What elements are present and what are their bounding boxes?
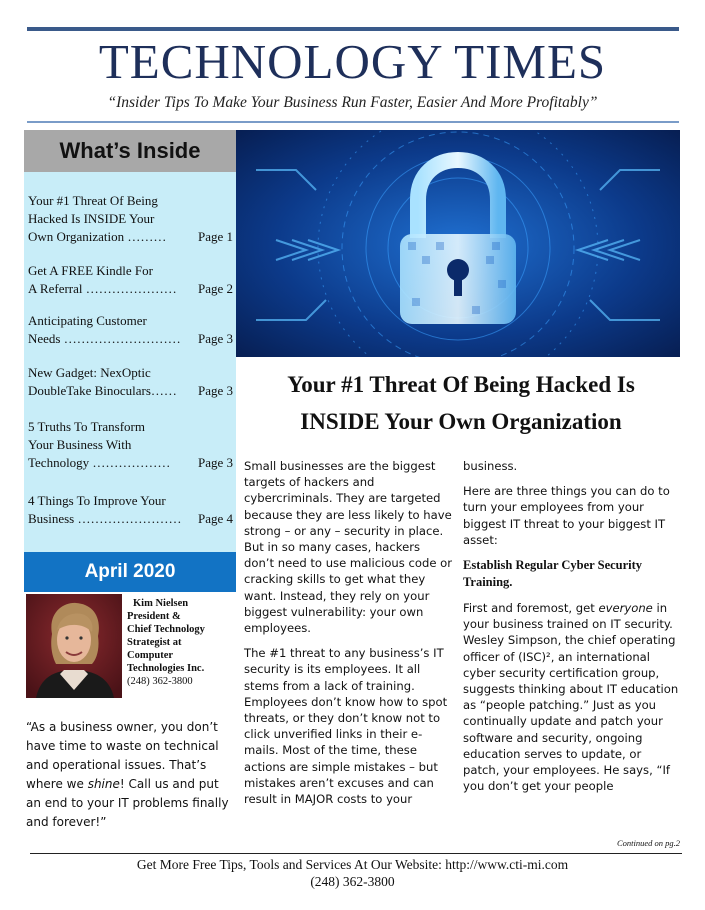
quote-emphasis: shine — [87, 777, 120, 791]
author-title-line: Chief Technology — [127, 624, 205, 635]
toc-page: Page 3 — [197, 331, 233, 346]
article-emphasis: everyone — [598, 601, 653, 616]
toc-line: A Referral ………………… — [28, 281, 177, 296]
toc-page: Page 3 — [197, 455, 233, 470]
author-bio — [127, 597, 237, 688]
owner-quote — [26, 718, 236, 832]
author-title-line: Computer — [127, 650, 174, 661]
toc-item[interactable] — [28, 364, 233, 400]
toc-page: Page 1 — [197, 229, 233, 244]
toc-line: 5 Truths To Transform — [28, 419, 145, 434]
toc-page: Page 2 — [197, 281, 233, 296]
author-title-line: Technologies Inc. — [127, 663, 205, 674]
toc-line: Technology ……………… — [28, 455, 171, 470]
article-title-line: INSIDE Your Own Organization — [300, 409, 622, 434]
header-rule — [27, 121, 679, 123]
author-title-line: Strategist at — [127, 637, 182, 648]
toc-item[interactable] — [28, 192, 233, 246]
article-paragraph: Here are three things you can do to turn your employees from your biggest IT threat to your biggest IT asset: — [463, 484, 670, 547]
toc-line: Own Organization ……… — [28, 229, 167, 244]
article-paragraph: The #1 threat to any business’s IT security is its employees. It all stems from a lack of training. Employees don’t know how to spot threats, or they don’t know not to click unverified links in their e-mails. Most of the time, these actions are simple mistakes – but mistakes aren’t excuses and can result in MAJOR costs to your — [244, 646, 448, 807]
masthead-title: TECHNOLOGY TIMES — [98, 34, 607, 89]
footer-website[interactable]: Get More Free Tips, Tools and Services At Our Website: http://www.cti-mi.com — [136, 857, 569, 872]
toc-panel — [24, 172, 236, 552]
toc-item[interactable] — [28, 262, 233, 298]
masthead-tagline: “Insider Tips To Make Your Business Run Faster, Easier And More Profitably” — [107, 94, 598, 111]
toc-page: Page 3 — [197, 383, 233, 398]
footer-rule — [30, 853, 682, 854]
author-name: Kim Nielsen — [133, 598, 189, 609]
article-column-1 — [244, 458, 452, 816]
article-paragraph: business. — [463, 459, 518, 473]
hero-padlock-image — [236, 130, 680, 357]
article-text: First and foremost, get — [463, 601, 599, 616]
footer-phone: (248) 362-3800 — [310, 874, 395, 889]
article-paragraph — [463, 600, 681, 794]
article-title — [240, 366, 682, 440]
toc-line: Hacked Is INSIDE Your — [28, 211, 155, 226]
toc-line: Anticipating Customer — [28, 313, 147, 328]
article-subhead: Establish Regular Cyber Security Training. — [463, 558, 643, 590]
toc-item[interactable] — [28, 418, 233, 472]
toc-item[interactable] — [28, 312, 233, 348]
toc-item[interactable] — [28, 492, 233, 528]
toc-page: Page 4 — [197, 511, 233, 526]
article-title-line: Your #1 Threat Of Being Hacked Is — [287, 372, 635, 397]
quote-text: ! Call us and put an end to your IT problems finally and forever!” — [26, 777, 229, 829]
article-text: in your business trained on IT security. Wesley Simpson, the chief operating officer of (ISC)², an international cyber security certification group, suggests thinking about IT education as “people patching.” Just as you continually update and patch your software and security, ongoing education serves to update, or patch, your employees. He says, “If you don’t get your people — [463, 601, 679, 794]
continued-note: Continued on pg.2 — [616, 838, 680, 848]
author-title-line: President & — [127, 611, 181, 622]
whats-inside-header: What’s Inside — [24, 130, 236, 172]
author-photo — [26, 594, 122, 698]
toc-line: Needs ……………………… — [28, 331, 181, 346]
top-rule — [27, 27, 679, 31]
toc-line: Business …………………… — [28, 511, 182, 526]
toc-line: 4 Things To Improve Your — [28, 493, 166, 508]
toc-line: DoubleTake Binoculars…… — [28, 383, 177, 398]
issue-date: April 2020 — [24, 552, 236, 592]
toc-line: Your #1 Threat Of Being — [28, 193, 158, 208]
quote-text: “As a business owner, you don’t have time to waste on technical and operational issues. That’s where we — [26, 720, 219, 791]
toc-line: Your Business With — [28, 437, 132, 452]
article-column-2 — [463, 458, 681, 803]
article-paragraph: Small businesses are the biggest targets of hackers and cybercriminals. They are targeted because they are less likely to have strong – or any – security in place. But in so many cases, hackers don’t need to use malicious code or cracking skills to get what they want. Instead, they rely on your biggest vulnerability: your own employees. — [244, 459, 453, 636]
author-phone: (248) 362-3800 — [127, 676, 193, 687]
toc-line: New Gadget: NexOptic — [28, 365, 151, 380]
toc-line: Get A FREE Kindle For — [28, 263, 153, 278]
